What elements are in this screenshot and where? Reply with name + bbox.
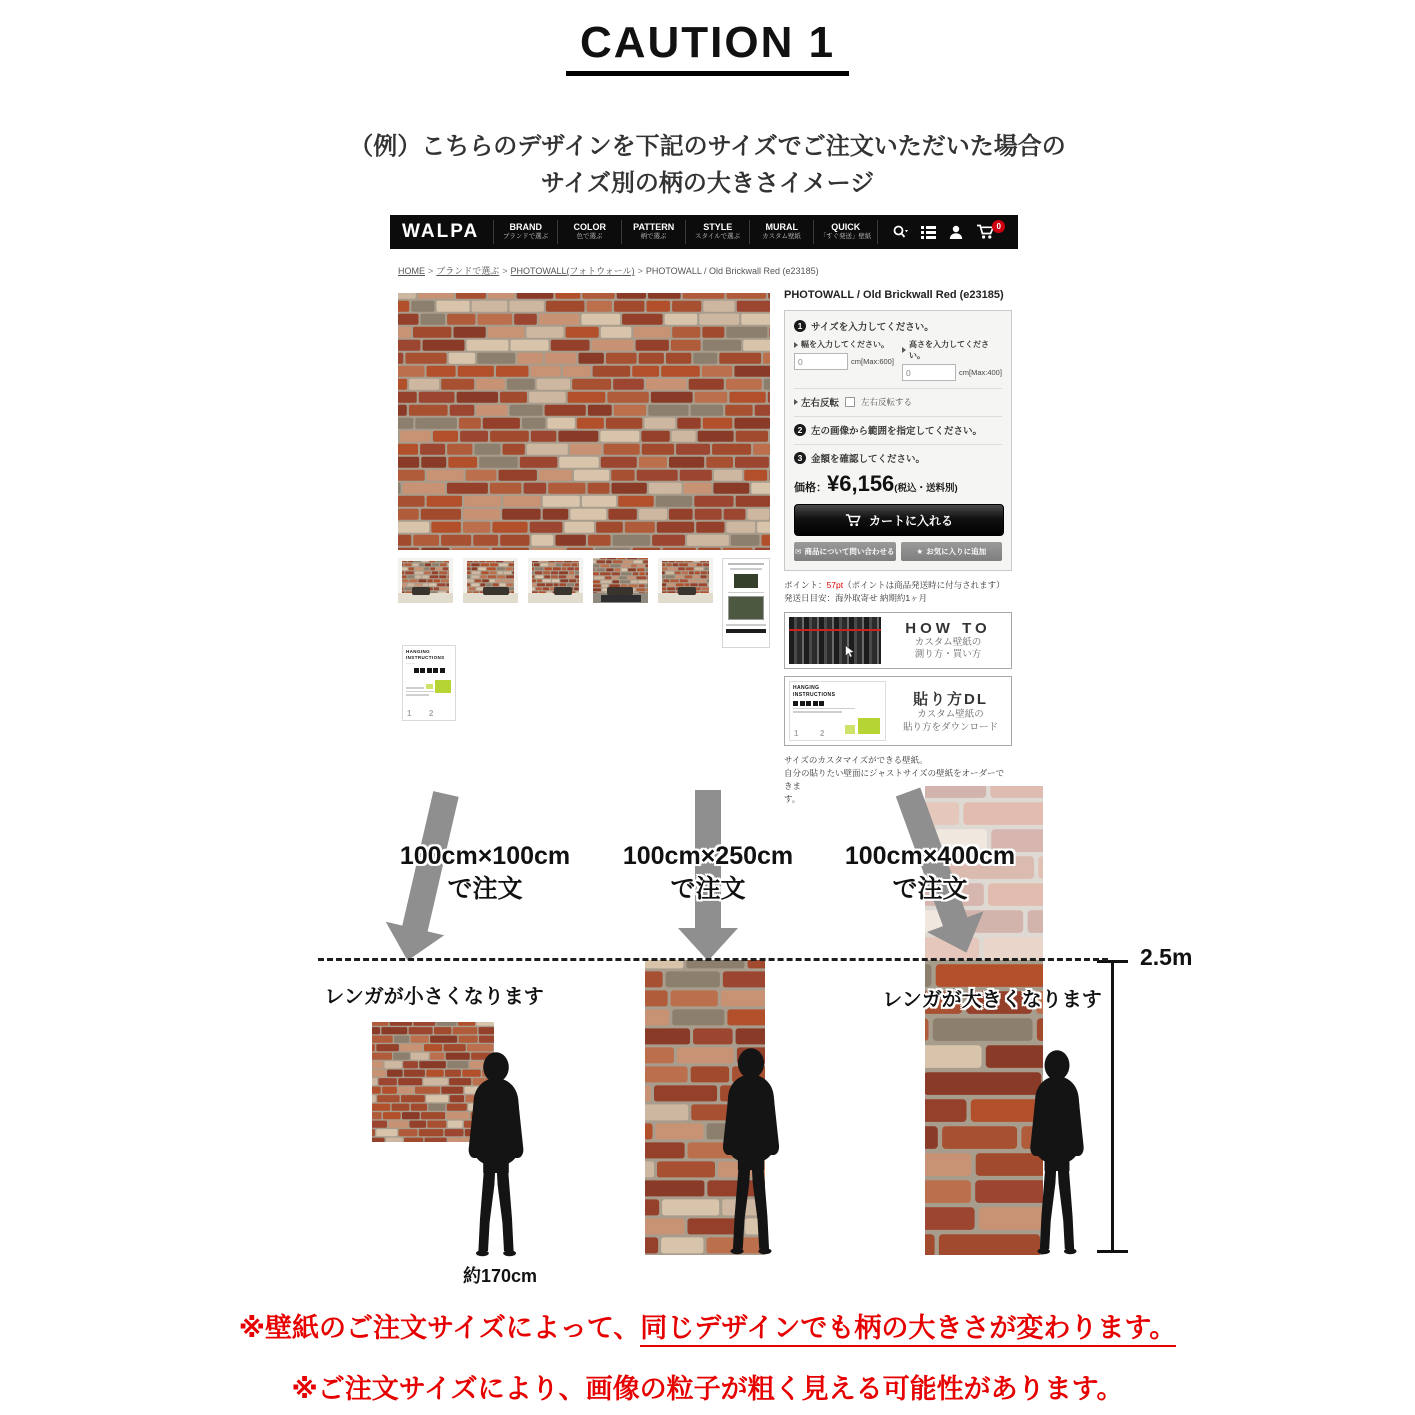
wall-height-measure <box>1111 960 1114 1253</box>
hanging-instructions-thumbnail[interactable]: HANGING INSTRUCTIONS ——— 1 2 <box>402 645 456 721</box>
intro-line2: サイズ別の柄の大きさイメージ <box>540 170 875 198</box>
step1-label: サイズを入力してください。 <box>811 322 934 333</box>
nav-icons <box>892 222 1001 240</box>
step2 <box>794 423 1002 437</box>
howto-title: HOW TO <box>905 619 991 637</box>
inquiry-button[interactable]: ✉ 商品について問い合わせる <box>794 542 896 561</box>
ceiling-dashed-line <box>318 958 1108 961</box>
person-height-label: 約170cm <box>462 1266 538 1286</box>
note-bricks-larger: レンガが大きくなります <box>882 989 1102 1011</box>
breadcrumb-separator: > <box>637 266 643 276</box>
warning-underlined: 同じデザインでも柄の大きさが変わります。 <box>640 1313 1176 1347</box>
shipping-info: 発送日目安：海外取寄せ 納期約1ヶ月 <box>784 593 928 604</box>
points-value: 57pt <box>826 580 844 590</box>
warning-line2: ※ご注文サイズにより、画像の粒子が粗く見える可能性があります。 <box>291 1374 1124 1404</box>
measure-cap-bottom <box>1097 1250 1128 1253</box>
thumbnail-room-dining-scene[interactable] <box>398 558 453 603</box>
breadcrumb-separator: > <box>502 266 508 276</box>
dl-line2: 貼り方をダウンロード <box>902 721 998 733</box>
walpa-logo[interactable]: WALPA <box>402 221 480 242</box>
price-prefix: 価格： <box>794 482 827 494</box>
breadcrumb-item[interactable]: ブランドで選ぶ <box>436 266 500 276</box>
warnings <box>0 1306 1415 1406</box>
breadcrumb-item[interactable]: PHOTOWALL(フォトウォール) <box>510 266 635 276</box>
cart-count-badge: 0 <box>992 220 1005 233</box>
flip-checkbox[interactable] <box>845 397 855 407</box>
height-label: 高さを入力してください。 <box>902 339 1002 361</box>
flip-label: 左右反転 <box>794 395 839 409</box>
price-amount: ¥6,156 <box>827 471 895 496</box>
hanging-doc-image: HANGING INSTRUCTIONS 1 2 <box>789 681 886 741</box>
flip-checkbox-label: 左右反転する <box>861 397 913 407</box>
nav-item-brand[interactable]: BRAND ブランドで選ぶ <box>493 220 557 243</box>
cart-icon[interactable] <box>976 222 1001 240</box>
thumbnail-room-kids-scene[interactable] <box>658 558 713 603</box>
order-size-label-3: 100cm×400cm で注文 <box>844 842 1016 903</box>
points-info: ポイント：57pt（ポイントは商品発送時に付与されます） 発送日目安：海外取寄せ 納期約1ヶ月 <box>784 579 1012 605</box>
step2-number: 2 <box>794 424 806 436</box>
add-to-cart-button[interactable]: カートに入れる <box>794 504 1004 536</box>
thumbnail-room-sofa-scene[interactable] <box>463 558 518 603</box>
intro-line1: （例）こちらのデザインを下記のサイズでご注文いただいた場合の <box>349 133 1066 160</box>
divider <box>794 388 1002 389</box>
cart-icon <box>845 513 862 528</box>
howto-line1: カスタム壁紙の <box>914 636 982 648</box>
triangle-bullet-icon <box>794 399 798 405</box>
star-icon: ★ <box>916 547 924 556</box>
shop-screenshot <box>390 215 1018 804</box>
mouse-cursor-icon <box>845 645 855 658</box>
triangle-bullet-icon <box>794 342 798 348</box>
step1 <box>794 319 1002 333</box>
price-row <box>794 471 1002 497</box>
dl-title: 貼り方DL <box>913 691 988 709</box>
nav-item-color[interactable]: COLOR 色で選ぶ <box>557 220 621 243</box>
step3-label: 金額を確認してください。 <box>811 454 926 465</box>
hanging-dl-banner[interactable] <box>784 676 1012 746</box>
howto-forest-image <box>789 617 881 664</box>
thumbnail-room-dark-bedroom-scene[interactable] <box>593 558 648 603</box>
product-description: サイズのカスタマイズができる壁紙。 自分の貼りたい壁面にジャストサイズの壁紙をオーダーできま す。 <box>784 755 1005 804</box>
divider <box>794 416 1002 417</box>
intro-text <box>0 128 1415 202</box>
nav-menu <box>493 215 878 249</box>
width-input[interactable] <box>794 353 848 370</box>
dimension-inputs <box>794 339 1002 381</box>
step3-number: 3 <box>794 452 806 464</box>
flip-row <box>794 395 1002 409</box>
nav-item-mural[interactable]: MURAL カスタム壁紙 <box>749 220 813 243</box>
triangle-bullet-icon <box>902 347 906 353</box>
breadcrumb-separator: > <box>428 266 434 276</box>
breadcrumb <box>398 264 819 277</box>
width-label: 幅を入力してください。 <box>794 339 894 350</box>
nav-item-quick[interactable]: QUICK 「すぐ発送」壁紙 <box>813 220 878 243</box>
product-panel <box>784 289 1012 805</box>
step3 <box>794 451 1002 465</box>
thumbnail-room-bed-scene[interactable] <box>528 558 583 603</box>
divider <box>794 444 1002 445</box>
note-bricks-smaller: レンガが小さくなります <box>324 986 544 1008</box>
page-title: CAUTION 1 <box>0 18 1415 68</box>
person-silhouette <box>456 1050 536 1260</box>
shop-navbar <box>390 215 1018 249</box>
breadcrumb-item[interactable]: HOME <box>398 266 425 276</box>
nav-item-style[interactable]: STYLE スタイルで選ぶ <box>685 220 749 243</box>
dl-line1: カスタム壁紙の <box>917 709 984 721</box>
person-silhouette <box>1018 1048 1096 1258</box>
list-icon[interactable] <box>921 226 936 239</box>
step1-number: 1 <box>794 320 806 332</box>
search-icon[interactable] <box>892 225 908 239</box>
order-form <box>784 310 1012 571</box>
order-size-label-1: 100cm×100cm で注文 <box>399 842 571 903</box>
size-comparison-diagram <box>0 770 1415 1298</box>
howto-line2: 測り方・買い方 <box>914 649 982 661</box>
nav-item-pattern[interactable]: PATTERN 柄で選ぶ <box>621 220 685 243</box>
product-main-image[interactable] <box>398 293 770 550</box>
envelope-icon: ✉ <box>795 547 802 556</box>
person-silhouette <box>710 1046 792 1258</box>
favorite-button[interactable]: ★ お気に入りに追加 <box>901 542 1003 561</box>
step2-label: 左の画像から範囲を指定してください。 <box>811 426 983 437</box>
width-unit: cm[Max:600] <box>851 357 894 366</box>
price-suffix: (税込・送料別) <box>894 483 958 494</box>
howto-banner[interactable] <box>784 612 1012 669</box>
breadcrumb-item: PHOTOWALL / Old Brickwall Red (e23185) <box>645 266 819 276</box>
red-line <box>789 629 881 631</box>
height-input[interactable] <box>902 364 956 381</box>
warning-line1: ※壁紙のご注文サイズによって、同じデザインでも柄の大きさが変わります。 <box>0 1306 1415 1345</box>
product-title: PHOTOWALL / Old Brickwall Red (e23185) <box>784 289 1004 301</box>
height-unit: cm[Max:400] <box>959 368 1002 377</box>
size-guide-doc-thumbnail[interactable] <box>722 558 770 648</box>
order-size-label-2: 100cm×250cm で注文 <box>622 842 794 903</box>
wall-height-label: 2.5m <box>1140 944 1193 970</box>
thumbnail-strip <box>398 558 713 603</box>
account-icon[interactable] <box>949 225 963 239</box>
